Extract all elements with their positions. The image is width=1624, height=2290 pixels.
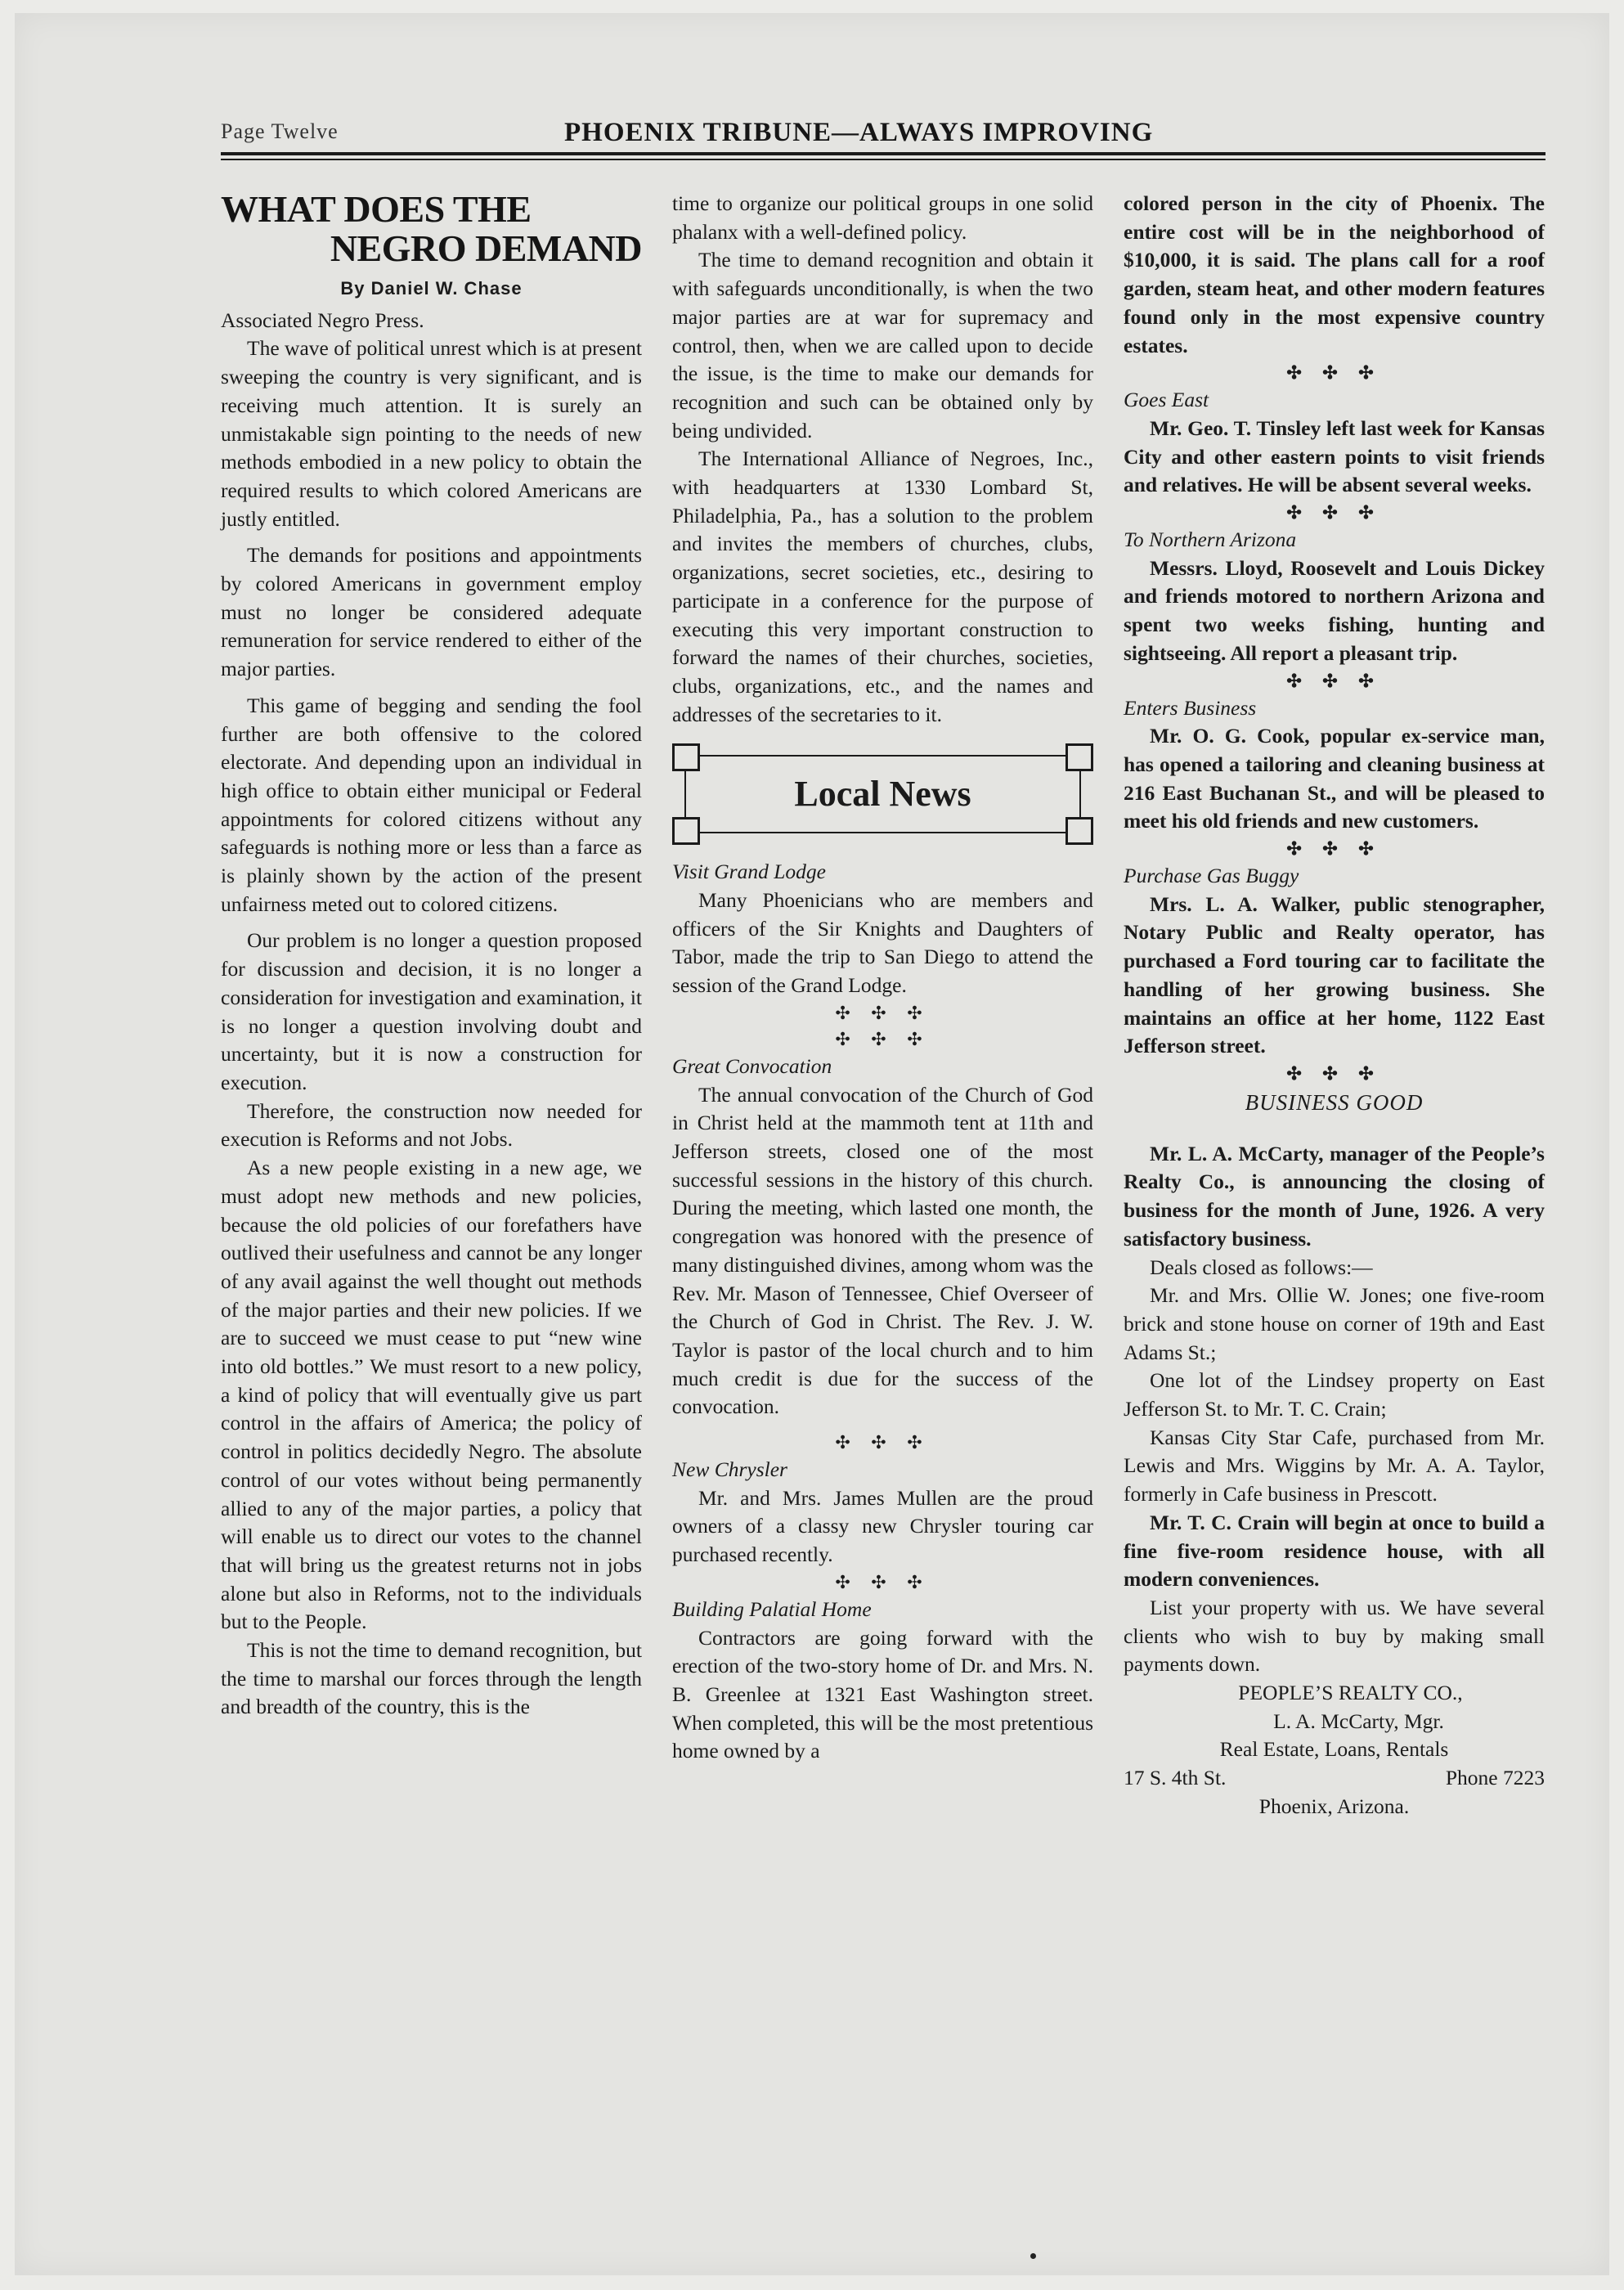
business-deal: Mr. and Mrs. Ollie W. Jones; one five-room brick and stone house on corner of 19th and East Adams St.; [1124,1283,1545,1364]
business-deals-label: Deals closed as follows:— [1150,1255,1373,1279]
local-news-heading-box [672,743,1093,845]
article-continued: time to organize our political groups in one solid phalanx with a well-defined policy. [672,191,1093,244]
ad-phone: Phone 7223 [1445,1766,1545,1790]
news-kicker: Goes East [1124,388,1209,412]
news-kicker: Visit Grand Lodge [672,860,826,884]
header-rule-thick [221,152,1545,155]
article-byline: By Daniel W. Chase [340,278,523,299]
news-item: Messrs. Lloyd, Roosevelt and Louis Dickey and friends motored to northern Arizona and spent two weeks fishing, hunting and sightseeing. All report a pleasant trip. [1124,555,1545,665]
dingbat-separator: ✣ ✣ ✣ [1286,502,1382,523]
realty-ad [1124,1679,1545,1821]
ad-services: Real Estate, Loans, Rentals [1219,1737,1449,1762]
article-paragraph: Our problem is no longer a question proposed for discussion and decision, it is no longer a consideration for investigation and examination, it is no longer a question involving doubt and uncertainty, but it is now a construction for execution. [221,928,642,1094]
header-rule-thin [221,159,1545,160]
article-continued: The International Alliance of Negroes, Inc., with headquarters at 1330 Lombard St, Philadelphia, Pa., has a solution to the problem and invites the members of churches, clubs, organizations, secret societies, etc., desiring to participate in a conference for the purpose of executing this very important construction to forward the names of their churches, societies, clubs, organizations, etc., and the names and addresses of the secretaries to it. [672,447,1093,726]
column-3 [1124,190,1545,1821]
article-paragraph: The demands for positions and appointments by colored Americans in government employ must no longer be considered adequate remuneration for service rendered to either of the major parties. [221,543,642,681]
business-good-heading: BUSINESS GOOD [1245,1089,1424,1115]
news-item: Mrs. L. A. Walker, public stenographer, Notary Public and Realty operator, has purchased a Ford touring car to facilitate the handling of her growing business. She maintains an office at her home, 1122 East Jefferson street. [1124,891,1545,1058]
dingbat-separator: ✣ ✣ ✣ [1286,670,1382,691]
article-headline [221,190,642,268]
news-item: Many Phoenicians who are members and officers of the Sir Knights and Daughters of Tabor, made the trip to San Diego to attend the session of the Grand Lodge. [672,888,1093,998]
news-kicker: Enters Business [1124,695,1257,720]
news-item: Contractors are going forward with the erection of the two-story home of Dr. and Mrs. N. B. Greenlee at 1321 East Washington street. When completed, this will be the most pretentious home owned by a [672,1625,1093,1763]
article-paragraph: The wave of political unrest which is at present sweeping the country is very significant, and is receiving much attention. It is surely an unmistakable sign pointing to the needs of new methods embodied in a new policy to obtain the required results to which colored Americans are justly entitled. [221,336,642,531]
box-corner-square [672,817,700,845]
dingbat-separator: ✣ ✣ ✣ [1286,362,1382,384]
dingbat-separator: ✣ ✣ ✣ [1286,1062,1382,1084]
business-deal: Kansas City Star Cafe, purchased from Mr. Lewis and Mrs. Wiggins by Mr. A. A. Taylor, formerly in Cafe business in Prescott. [1124,1425,1545,1506]
article-source: Associated Negro Press. [221,308,424,332]
business-intro: Mr. L. A. McCarty, manager of the People’s Realty Co., is announcing the closing of business for the month of June, 1926. A very satisfactory business. [1124,1141,1545,1251]
masthead: PHOENIX TRIBUNE—ALWAYS IMPROVING [564,118,1154,147]
news-kicker: To Northern Arizona [1124,528,1297,552]
business-deal: One lot of the Lindsey property on East Jefferson St. to Mr. T. C. Crain; [1124,1368,1545,1421]
ad-address-row [1124,1764,1545,1793]
box-rule [700,832,1065,833]
dingbat-separator: ✣ ✣ ✣ [835,1571,931,1592]
article-paragraph: This game of begging and sending the fool further are both offensive to the colored electorate. And depending upon an individual in high office to obtain either municipal or Federal appointments for colored citizens without any safeguards is nothing more or less than a farce as is plainly shown by the action of the present unfairness meted out to colored citizens. [221,693,642,916]
dingbat-separator: ✣ ✣ ✣ [835,1432,931,1453]
news-kicker: New Chrysler [672,1457,787,1482]
news-item: Mr. O. G. Cook, popular ex-service man, has opened a tailoring and cleaning business at 216 East Buchanan St., and will be pleased to meet his old friends and new customers. [1124,724,1545,833]
business-crain: Mr. T. C. Crain will begin at once to build a fine five-room residence house, with all modern conveniences. [1124,1510,1545,1592]
article-paragraph: Therefore, the construction now needed for execution is Reforms and not Jobs. [221,1098,642,1152]
news-kicker: Building Palatial Home [672,1596,872,1621]
ad-manager: L. A. McCarty, Mgr. [1273,1709,1444,1733]
page-header [221,118,1545,150]
news-item: Mr. and Mrs. James Mullen are the proud owners of a classy new Chrysler touring car purchased recently. [672,1485,1093,1567]
page-number: Page Twelve [221,119,339,143]
box-corner-square [1065,743,1093,771]
dingbat-separator: ✣ ✣ ✣ [835,1028,931,1049]
news-item: The annual convocation of the Church of God in Christ held at the mammoth tent at 11th and Jefferson streets, closed one of the most successful sessions in the history of this church. During the meeting, which lasted one month, the congregation was honored with the presence of many distinguished divines, among whom was the Rev. Mr. Mason of Tennessee, Chief Overseer of the Church of God in Christ. The Rev. J. W. Taylor is pastor of the local church and to him much credit is due for the success of the convocation. [672,1082,1093,1419]
dingbat-separator: ✣ ✣ ✣ [835,1002,931,1023]
news-item: Mr. Geo. T. Tinsley left last week for Kansas City and other eastern points to visit friends and relatives. He will be absent several weeks. [1124,415,1545,497]
article-paragraph: This is not the time to demand recognition, but the time to marshal our forces through the length and breadth of the country, this is the [221,1638,642,1719]
column-2 [672,190,1093,1766]
business-list: List your property with us. We have several clients who wish to buy by making small payments down. [1124,1595,1545,1677]
news-kicker: Purchase Gas Buggy [1124,864,1299,888]
article-continued: The time to demand recognition and obtain it with safeguards unconditionally, is when the two major parties are at war for supremacy and control, then, when we are called upon to decide the issue, is the time to make our demands for recognition and such can be obtained only by being undivided. [672,248,1093,442]
ad-company: PEOPLE’S REALTY CO., [1238,1681,1463,1705]
box-rule [700,755,1065,757]
column-1 [221,190,642,1722]
local-news-title: Local News [794,774,971,815]
box-corner-square [672,743,700,771]
article-paragraph: As a new people existing in a new age, we must adopt new methods and new policies, because the old policies of our forefathers have outlived their usefulness and cannot be any longer of any avail against the well thought out methods of the major parties and their new policies. If we are to succeed we must cease to put “new wine into old bottles.” We must resort to a new policy, a kind of policy that will eventually give us part control in the affairs of America; the policy of control in politics decidedly Negro. The absolute control of our votes without being permanently allied to any of the major parties, a policy that will enable us to direct our votes to the channel that will bring us the greatest returns not in jobs alone but also in Reforms, not to the individuals but to the People. [221,1156,642,1634]
ad-address: 17 S. 4th St. [1124,1766,1227,1790]
print-speck [1030,2253,1036,2259]
headline-line-1: WHAT DOES THE [221,188,532,230]
box-corner-square [1065,817,1093,845]
dingbat-separator: ✣ ✣ ✣ [1286,838,1382,860]
ad-city: Phoenix, Arizona. [1258,1794,1410,1818]
headline-line-2: NEGRO DEMAND [330,227,642,269]
news-kicker: Great Convocation [672,1053,832,1078]
news-item-continued: colored person in the city of Phoenix. The entire cost will be in the neighborhood of $10,000, it is said. The plans call for a roof garden, steam heat, and other modern features found only in the most expensive country estates. [1124,191,1545,357]
